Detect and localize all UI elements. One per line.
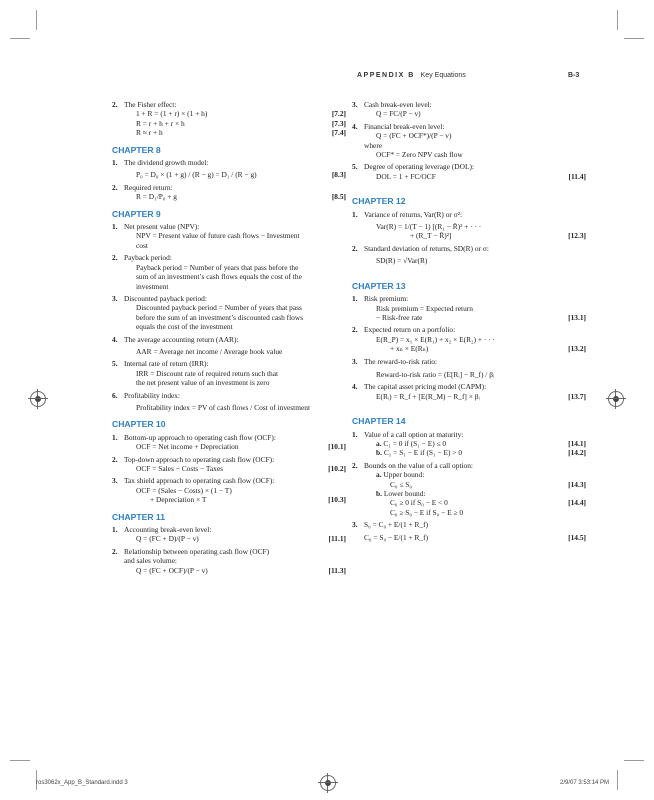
item-number: 5. — [352, 162, 358, 172]
footer-slug: ros3062x_App_B_Standard.indd 3 — [36, 780, 128, 786]
crop-mark — [36, 10, 37, 30]
left-column — [112, 100, 346, 578]
registration-mark-icon — [30, 391, 46, 407]
equation-tag: [14.3] — [568, 479, 586, 489]
item-title: Accounting break-even level: — [124, 525, 212, 535]
chapter-heading: CHAPTER 11 — [112, 511, 166, 522]
item-title: Net present value (NPV): — [124, 222, 200, 232]
equation-tag: [13.1] — [568, 312, 586, 322]
equation: S₀ = C₀ + E/(1 + R_f) — [364, 520, 429, 530]
equation: Profitability index = PV of cash flows / Cost of investment — [136, 402, 311, 412]
right-column — [352, 100, 586, 545]
equation: E(Rᵢ) = R_f + [E(R_M) − R_f] × βᵢ — [376, 391, 480, 401]
equation-tag: [14.2] — [568, 448, 586, 458]
equation: Q = (FC + OCF)/(P − v) — [136, 565, 208, 575]
equation-item — [112, 391, 346, 413]
item-title: Expected return on a portfolio: — [364, 325, 456, 335]
equation: C₀ ≤ S₀ — [390, 479, 412, 489]
equation: IRR = Discount rate of required return such that — [136, 368, 279, 378]
equation-item — [112, 158, 346, 180]
equation-tag: [7.4] — [331, 128, 346, 138]
equation-item — [352, 325, 586, 353]
item-number: 1. — [352, 209, 358, 219]
item-title: Internal rate of return (IRR): — [124, 359, 209, 369]
equation-item — [112, 476, 346, 504]
item-title: Bottom-up approach to operating cash flow (OCF): — [124, 432, 276, 442]
equation: Reward-to-risk ratio = (E[Rᵢ] − R_f) / βᵢ — [376, 369, 495, 379]
item-number: 2. — [352, 243, 358, 253]
equation: cost — [136, 240, 148, 250]
equation: OCF = Net income + Depreciation — [136, 442, 239, 452]
item-number: 4. — [352, 382, 358, 392]
sub-item-label: a. — [376, 470, 382, 480]
equation: DOL = 1 + FC/OCF — [376, 171, 436, 181]
equation-tag: [11.4] — [568, 171, 586, 181]
item-number: 4. — [112, 334, 118, 344]
equation: Q = (FC + D)/(P − v) — [136, 534, 199, 544]
equation-item — [112, 359, 346, 387]
equation-item — [352, 162, 586, 181]
equation-tag: [10.1] — [328, 442, 346, 452]
item-number: 3. — [352, 100, 358, 109]
item-title: Discounted payback period: — [124, 293, 207, 303]
item-number: 2. — [112, 253, 118, 263]
equation: Q = FC/(P − v) — [376, 109, 421, 119]
equation-item — [352, 122, 586, 160]
equation-item — [112, 547, 346, 575]
equation: AAR = Average net income / Average book value — [136, 346, 283, 356]
item-title: Value of a call option at maturity: — [364, 429, 464, 439]
equation-item — [352, 520, 586, 542]
equation: + xₙ × E(Rₙ) — [390, 344, 429, 354]
equation-tag: [13.2] — [568, 344, 586, 354]
equation: − Risk-free rate — [376, 312, 423, 322]
item-number: 1. — [112, 525, 118, 535]
equation-tag: [10.2] — [328, 464, 346, 473]
sub-item-label: b. — [376, 489, 382, 498]
equation: Payback period = Number of years that pass before the — [136, 262, 299, 272]
item-title: Bounds on the value of a call option: — [364, 460, 473, 470]
crop-mark — [617, 10, 618, 30]
sub-item-label: b. — [376, 448, 382, 458]
crop-mark — [10, 38, 30, 39]
item-number: 1. — [352, 294, 358, 304]
item-title: Financial break-even level: — [364, 121, 445, 131]
equation: R ≈ r + h — [136, 128, 163, 138]
item-title: Variance of returns, Var(R) or σ²: — [364, 209, 462, 219]
equation: R = D₁/P₀ + g — [136, 192, 178, 202]
equation-tag: [8.5] — [331, 192, 346, 202]
item-number: 3. — [112, 476, 118, 486]
equation-item — [112, 183, 346, 202]
equation-tag: [10.3] — [328, 495, 346, 505]
running-head-title: Key Equations — [420, 72, 466, 79]
equation-item — [352, 430, 586, 458]
equation: C₀ ≥ 0 if S₀ − E < 0 — [390, 498, 448, 508]
equation-item — [352, 294, 586, 322]
item-title: Profitability index: — [124, 390, 181, 400]
item-number: 2. — [352, 325, 358, 335]
item-title: Relationship between operating cash flow (OCF) — [124, 546, 270, 556]
item-title: Top-down approach to operating cash flow (OCF): — [124, 454, 275, 464]
equation-item — [112, 525, 346, 544]
equation: Q = (FC + OCF*)/(P − v) — [376, 131, 452, 141]
equation-item — [112, 253, 346, 291]
equation-tag: [11.1] — [328, 534, 346, 544]
equation: + Depreciation × T — [150, 495, 207, 505]
item-number: 6. — [112, 390, 118, 400]
item-number: 3. — [352, 520, 358, 530]
item-title: The reward-to-risk ratio: — [364, 356, 438, 366]
equation-item — [352, 461, 586, 517]
item-title: and sales volume: — [124, 556, 177, 566]
item-number: 2. — [352, 460, 358, 470]
running-head — [357, 72, 466, 79]
equation: E(R_P) = x₁ × E(R₁) + x₂ × E(R₂) + · · · — [376, 334, 495, 344]
item-number: 1. — [112, 158, 118, 168]
equation: before the sum of an investment’s discounted cash flows — [136, 312, 304, 322]
equation: investment — [136, 281, 169, 291]
item-number: 4. — [352, 121, 358, 131]
equation-tag: [13.7] — [568, 391, 586, 401]
item-title: Payback period: — [124, 253, 172, 263]
equation: C₁ = S₁ − E if (S₁ − E) > 0 — [383, 448, 463, 458]
chapter-heading: CHAPTER 14 — [352, 416, 406, 427]
item-title: Risk premium: — [364, 294, 409, 304]
equation-item — [352, 244, 586, 266]
item-number: 5. — [112, 359, 118, 369]
crop-mark — [617, 770, 618, 790]
crop-mark — [624, 760, 644, 761]
item-number: 1. — [112, 222, 118, 232]
equation: Var(R) = 1/(T − 1) [(R₁ − R̄)² + · · · — [376, 222, 482, 232]
equation-tag: [14.1] — [568, 438, 586, 448]
equation-item — [352, 210, 586, 241]
crop-mark — [10, 760, 30, 761]
equation: SD(R) = √Var(R) — [376, 256, 428, 266]
chapter-heading: CHAPTER 10 — [112, 419, 166, 430]
item-title: The average accounting return (AAR): — [124, 334, 239, 344]
equation-item — [112, 222, 346, 250]
sub-item-title: Upper bound: — [383, 470, 425, 480]
chapter-heading: CHAPTER 13 — [352, 280, 406, 291]
sub-item-label: a. — [376, 438, 382, 448]
equation-tag: [14.5] — [568, 532, 586, 542]
equation: equals the cost of the investment — [136, 322, 233, 332]
item-title: Tax shield approach to operating cash flow (OCF): — [124, 476, 275, 486]
crop-mark — [624, 38, 644, 39]
equation-item — [112, 100, 346, 138]
equation: the net present value of an investment is zero — [136, 378, 270, 388]
equation-item — [352, 100, 586, 119]
where-label: where — [364, 140, 383, 150]
equation: C₁ = 0 if (S₁ − E) ≤ 0 — [383, 438, 447, 448]
item-number: 2. — [112, 182, 118, 192]
equation-tag: [12.3] — [568, 231, 586, 241]
sub-item-title: Lower bound: — [383, 489, 426, 498]
equation-item — [112, 455, 346, 474]
item-title: The capital asset pricing model (CAPM): — [364, 382, 487, 392]
chapter-heading: CHAPTER 9 — [112, 208, 161, 219]
equation: P₀ = D₀ × (1 + g) / (R − g) = D₁ / (R − g) — [136, 170, 257, 180]
item-number: 3. — [112, 293, 118, 303]
equation-item — [352, 382, 586, 401]
equation-tag: [7.3] — [331, 118, 346, 128]
equation-item — [112, 433, 346, 452]
registration-mark-icon — [320, 775, 336, 791]
chapter-heading: CHAPTER 12 — [352, 196, 406, 207]
equation-item — [352, 357, 586, 380]
item-title: Degree of operating leverage (DOL): — [364, 162, 474, 172]
item-title: Standard deviation of returns, SD(R) or σ: — [364, 243, 489, 253]
item-number: 2. — [112, 546, 118, 556]
appendix-label: APPENDIX B — [357, 72, 415, 79]
equation: + (R_T − R̄)²] — [410, 231, 452, 241]
equation: C₀ ≥ S₀ − E if S₀ − E ≥ 0 — [390, 507, 464, 517]
equation: 1 + R = (1 + r) × (1 + h) — [136, 109, 208, 119]
equation: sum of an investment’s cash flows equals the cost of the — [136, 272, 302, 282]
item-title: Cash break-even level: — [364, 100, 432, 109]
item-title: Required return: — [124, 182, 173, 192]
item-number: 3. — [352, 356, 358, 366]
equation: C₀ = S₀ − E/(1 + R_f) — [364, 532, 429, 542]
equation-tag: [11.3] — [328, 565, 346, 575]
item-number: 1. — [112, 432, 118, 442]
item-number: 1. — [352, 429, 358, 439]
equation: OCF = Sales − Costs − Taxes — [136, 464, 223, 473]
page-number: B-3 — [568, 72, 580, 79]
footer-timestamp: 2/9/07 3:53:14 PM — [560, 780, 610, 786]
equation-tag: [8.3] — [331, 170, 346, 180]
equation: R = r + h + r × h — [136, 118, 185, 128]
equation-tag: [14.4] — [568, 498, 586, 508]
item-title: The dividend growth model: — [124, 158, 209, 168]
item-number: 2. — [112, 100, 118, 109]
equation: Risk premium = Expected return — [376, 303, 473, 313]
item-number: 2. — [112, 454, 118, 464]
equation-item — [112, 335, 346, 357]
equation: OCF* = Zero NPV cash flow — [376, 150, 463, 160]
equation: OCF = (Sales − Costs) × (1 − T) — [136, 485, 232, 495]
equation: NPV = Present value of future cash flows − Investment — [136, 231, 300, 241]
chapter-heading: CHAPTER 8 — [112, 144, 161, 155]
item-title: The Fisher effect: — [124, 100, 177, 109]
registration-mark-icon — [608, 391, 624, 407]
equation-item — [112, 294, 346, 332]
equation: Discounted payback period = Number of years that pass — [136, 303, 302, 313]
equation-tag: [7.2] — [331, 109, 346, 119]
